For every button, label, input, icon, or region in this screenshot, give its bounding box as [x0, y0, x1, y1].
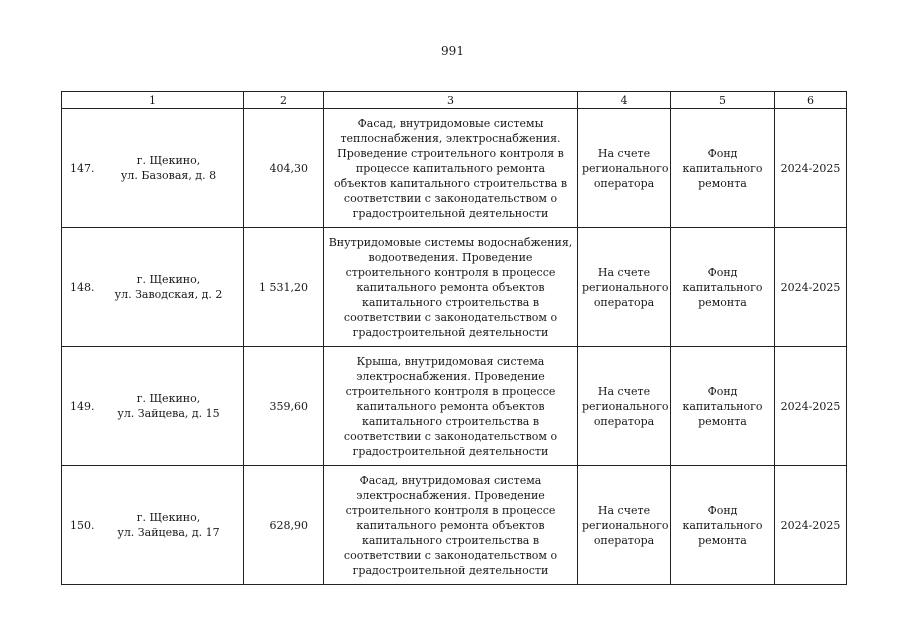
address-city: г. Щекино,: [136, 273, 201, 286]
area-cell: 1 531,20: [244, 228, 324, 347]
period-cell: 2024-2025: [775, 109, 847, 228]
work-cell: Крыша, внутридомовая система электроснабжения. Проведение строительного контроля в процессе капитального ремонта объектов капитального строительства в соответствии с законодательством о градостроительной деятельности: [324, 347, 578, 466]
address-city: г. Щекино,: [136, 392, 201, 405]
column-header: 1: [62, 92, 244, 109]
account-cell: На счете регионального оператора: [578, 347, 671, 466]
data-table: [61, 91, 847, 585]
address-street: ул. Зайцева, д. 17: [117, 526, 220, 539]
address-street: ул. Зайцева, д. 15: [117, 407, 220, 420]
column-header: 4: [578, 92, 671, 109]
address-street: ул. Заводская, д. 2: [114, 288, 223, 301]
address-cell: [62, 466, 244, 585]
fund-cell: Фонд капитального ремонта: [671, 228, 775, 347]
row-number: 147.: [70, 161, 95, 175]
period-cell: 2024-2025: [775, 228, 847, 347]
column-header: 5: [671, 92, 775, 109]
address-cell: [62, 228, 244, 347]
address-street: ул. Базовая, д. 8: [120, 169, 217, 182]
account-cell: На счете регионального оператора: [578, 466, 671, 585]
area-cell: 628,90: [244, 466, 324, 585]
address-city: г. Щекино,: [136, 511, 201, 524]
header-row: [62, 92, 847, 109]
table-row: [62, 228, 847, 347]
address-cell: [62, 347, 244, 466]
row-number: 150.: [70, 518, 95, 532]
address-city: г. Щекино,: [136, 154, 201, 167]
area-cell: 404,30: [244, 109, 324, 228]
fund-cell: Фонд капитального ремонта: [671, 466, 775, 585]
address-cell: [62, 109, 244, 228]
period-cell: 2024-2025: [775, 466, 847, 585]
column-header: 6: [775, 92, 847, 109]
period-cell: 2024-2025: [775, 347, 847, 466]
work-cell: Фасад, внутридомовая система электроснабжения. Проведение строительного контроля в процессе капитального ремонта объектов капитального строительства в соответствии с законодательством о градостроительной деятельности: [324, 466, 578, 585]
account-cell: На счете регионального оператора: [578, 109, 671, 228]
fund-cell: Фонд капитального ремонта: [671, 347, 775, 466]
table-row: [62, 466, 847, 585]
page-number: 991: [441, 44, 464, 58]
column-header: 2: [244, 92, 324, 109]
area-cell: 359,60: [244, 347, 324, 466]
account-cell: На счете регионального оператора: [578, 228, 671, 347]
work-cell: Фасад, внутридомовые системы теплоснабжения, электроснабжения. Проведение строительного контроля в процессе капитального ремонта объектов капитального строительства в соответствии с законодательством о градостроительной деятельности: [324, 109, 578, 228]
table-row: [62, 109, 847, 228]
row-number: 148.: [70, 280, 95, 294]
work-cell: Внутридомовые системы водоснабжения, водоотведения. Проведение строительного контроля в процессе капитального ремонта объектов капитального строительства в соответствии с законодательством о градостроительной деятельности: [324, 228, 578, 347]
column-header: 3: [324, 92, 578, 109]
row-number: 149.: [70, 399, 95, 413]
fund-cell: Фонд капитального ремонта: [671, 109, 775, 228]
table-row: [62, 347, 847, 466]
